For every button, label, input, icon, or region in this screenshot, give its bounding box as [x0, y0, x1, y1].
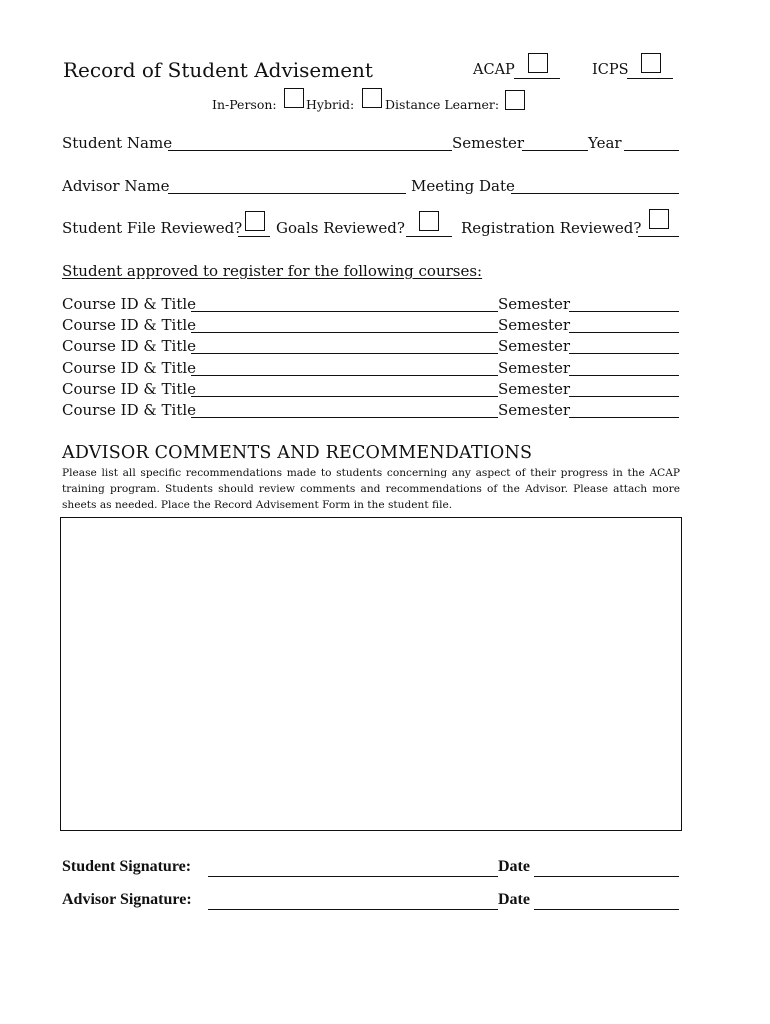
meeting-date-label: Meeting Date: [411, 177, 515, 195]
course-id-title-input[interactable]: [191, 396, 498, 397]
year-input[interactable]: [624, 150, 679, 151]
advisor-comments-heading: ADVISOR COMMENTS AND RECOMMENDATIONS: [62, 443, 533, 463]
registration-reviewed-checkbox[interactable]: [649, 209, 669, 229]
course-semester-input[interactable]: [569, 311, 679, 312]
icps-label: ICPS: [592, 62, 629, 78]
course-row: [62, 401, 682, 422]
year-label: Year: [588, 134, 622, 152]
acap-checkbox[interactable]: [528, 53, 548, 73]
student-name-label: Student Name: [62, 134, 173, 152]
distance-learner-label: Distance Learner:: [385, 97, 500, 112]
advisor-comments-instructions: Please list all specific recommendations made to students concerning any aspect of their progress in the ACAP training program. Students should review comments and recommendations of the Advisor. Please attach more sheets as needed. Place the Record Advisement Form in the student file.: [62, 467, 680, 511]
advisor-comments-textarea[interactable]: [60, 517, 682, 831]
course-id-title-input[interactable]: [191, 375, 498, 376]
student-file-reviewed-checkbox[interactable]: [245, 211, 265, 231]
course-id-title-label: Course ID & Title: [62, 295, 197, 313]
course-id-title-label: Course ID & Title: [62, 337, 197, 355]
course-semester-input[interactable]: [569, 353, 679, 354]
course-semester-label: Semester: [498, 401, 571, 419]
advisor-signature-label: Advisor Signature:: [62, 891, 192, 908]
distance-learner-checkbox[interactable]: [505, 90, 525, 110]
course-id-title-label: Course ID & Title: [62, 401, 197, 419]
icps-underline: [627, 78, 673, 79]
form-title: Record of Student Advisement: [63, 58, 373, 82]
course-id-title-label: Course ID & Title: [62, 359, 197, 377]
course-id-title-input[interactable]: [191, 353, 498, 354]
goals-reviewed-label: Goals Reviewed?: [276, 219, 405, 237]
advisor-name-label: Advisor Name: [62, 177, 170, 195]
courses-heading: Student approved to register for the following courses:: [62, 262, 483, 280]
acap-label: ACAP: [473, 62, 515, 78]
course-semester-label: Semester: [498, 380, 571, 398]
course-id-title-input[interactable]: [191, 311, 498, 312]
course-id-title-input[interactable]: [191, 417, 498, 418]
in-person-label: In-Person:: [212, 97, 277, 112]
course-semester-label: Semester: [498, 359, 571, 377]
student-date-input[interactable]: [534, 876, 679, 877]
course-row: [62, 337, 682, 358]
registration-reviewed-label: Registration Reviewed?: [461, 219, 642, 237]
in-person-checkbox[interactable]: [284, 88, 304, 108]
course-row: [62, 295, 682, 316]
course-semester-input[interactable]: [569, 396, 679, 397]
icps-checkbox[interactable]: [641, 53, 661, 73]
course-row: [62, 380, 682, 401]
student-file-reviewed-label: Student File Reviewed?: [62, 219, 243, 237]
course-id-title-label: Course ID & Title: [62, 316, 197, 334]
goals-reviewed-checkbox[interactable]: [419, 211, 439, 231]
course-row: [62, 316, 682, 337]
course-id-title-label: Course ID & Title: [62, 380, 197, 398]
registration-underline: [638, 236, 679, 237]
advisor-date-label: Date: [498, 891, 530, 908]
advisor-signature-input[interactable]: [208, 909, 498, 910]
goals-underline: [406, 236, 452, 237]
course-semester-input[interactable]: [569, 417, 679, 418]
student-name-input[interactable]: [168, 150, 452, 151]
semester-label: Semester: [452, 134, 525, 152]
course-row: [62, 359, 682, 380]
student-signature-label: Student Signature:: [62, 858, 192, 875]
course-semester-label: Semester: [498, 295, 571, 313]
meeting-date-input[interactable]: [511, 193, 679, 194]
course-id-title-input[interactable]: [191, 332, 498, 333]
course-semester-input[interactable]: [569, 332, 679, 333]
course-semester-label: Semester: [498, 337, 571, 355]
hybrid-label: Hybrid:: [306, 97, 355, 112]
student-date-label: Date: [498, 858, 530, 875]
advisor-date-input[interactable]: [534, 909, 679, 910]
student-file-underline: [238, 236, 270, 237]
hybrid-checkbox[interactable]: [362, 88, 382, 108]
course-semester-label: Semester: [498, 316, 571, 334]
course-semester-input[interactable]: [569, 375, 679, 376]
student-signature-input[interactable]: [208, 876, 498, 877]
advisor-name-input[interactable]: [168, 193, 406, 194]
semester-input[interactable]: [522, 150, 588, 151]
acap-underline: [514, 78, 560, 79]
